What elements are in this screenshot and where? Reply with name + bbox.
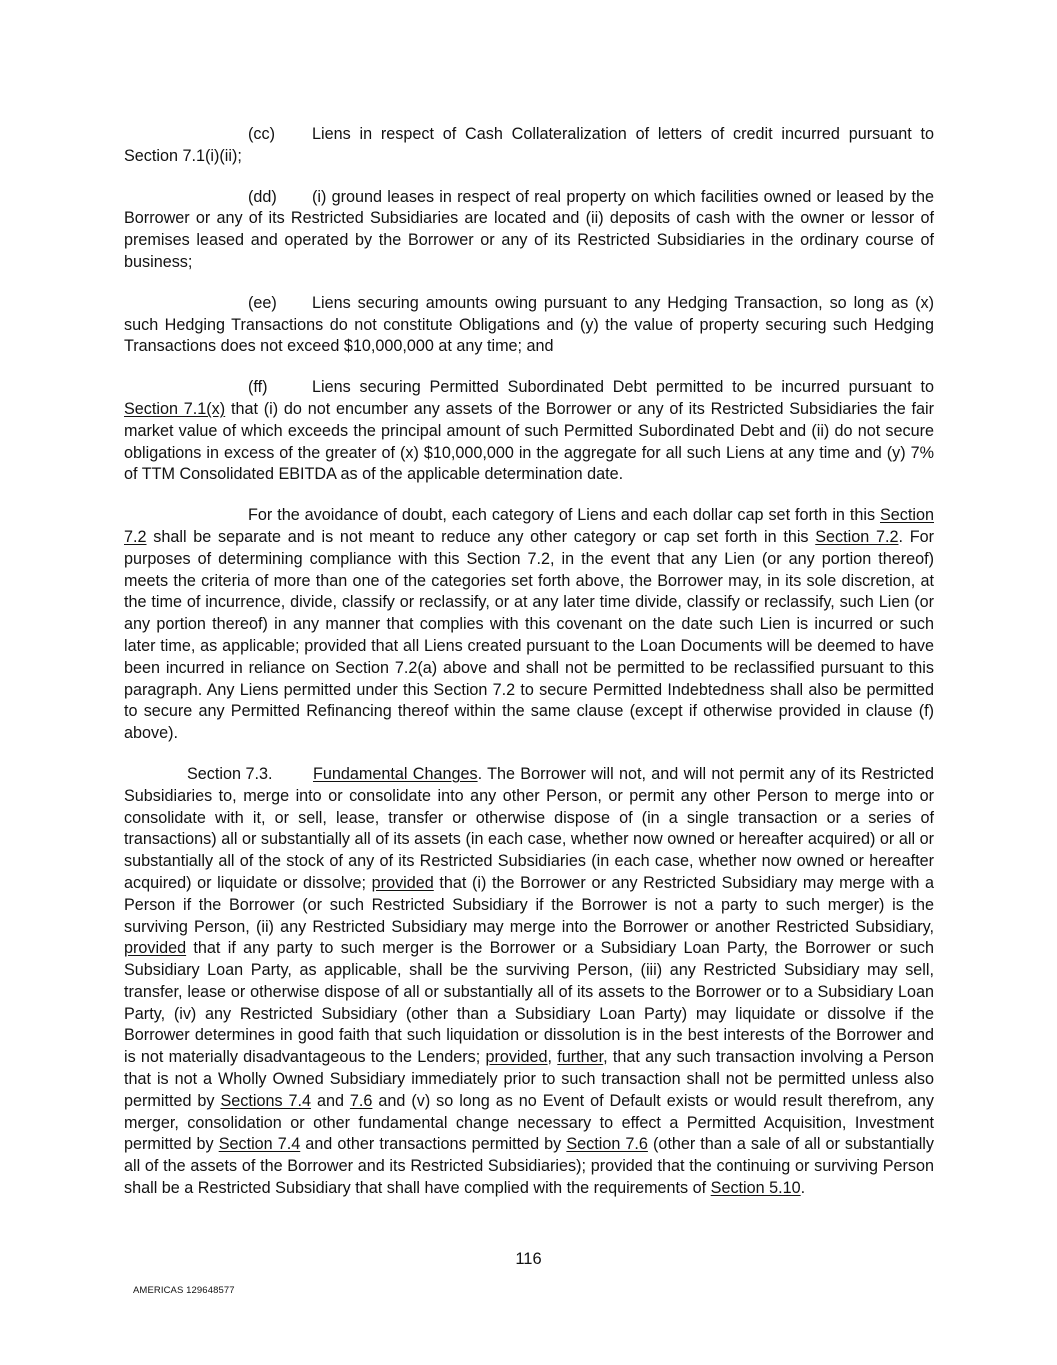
section-text: that if any party to such merger is the Borrower or a Subsidiary Loan Party, the Borrower or such Subsidiary Loan Party, as applicable, shall be the surviving Person, (iii) any Restricted Subsidiary may sell, transfer, lease or otherwise dispose of all or substantially all of its assets to the Borrower or to a Subsidiary Loan Party, (iv) any Restricted Subsidiary (other than a Subsidiary Loan Party) may liquidate or dissolve if the Borrower determines in good faith that such liquidation or dissolution is in the best interests of the Borrower and is not materially disadvantageous to the Lenders; <box>124 939 934 1067</box>
clause-ff <box>124 377 934 486</box>
section-text: that (i) the Borrower or any Restricted Subsidiary may merge with a Person if the Borrower (or such Restricted Subsidiary if the Borrower is not a party to such merger) is the surviving Person, (ii) any Restricted Subsidiary may merge into the Borrower or another Restricted Subsidiary, <box>124 873 934 936</box>
clause-label: (cc) <box>248 125 275 143</box>
section-text: and (v) so long as no Event of Default exists or would result therefrom, any merger, consolidation or other fundamental change necessary to effect a Permitted Acquisition, Investment permitted by <box>124 1091 934 1154</box>
section-text: , that any such transaction involving a Person that is not a Wholly Owned Subsidiary immediately prior to such transaction shall not be permitted unless also permitted by <box>124 1048 935 1110</box>
section-text: . <box>800 1179 806 1198</box>
section-reference: Section 7.2 <box>815 527 899 546</box>
section-text: and <box>311 1091 350 1110</box>
clause-label: (ff) <box>248 378 268 397</box>
page-number: 116 <box>515 1250 542 1268</box>
proviso-term: provided <box>124 939 187 958</box>
section-reference: Section 7.4 <box>218 1135 301 1154</box>
clause-text: Liens securing Permitted Subordinated Debt permitted to be incurred pursuant to <box>312 378 934 397</box>
clause-text: Liens securing amounts owing pursuant to any Hedging Transaction, so long as (x) such Hedging Transactions do not constitute Obligations and (y) the value of property securing such Hedging Transactions does not exceed $10,000,000 at any time; and <box>124 293 934 356</box>
clause-text: (i) ground leases in respect of real property on which facilities owned or leased by the Borrower or any of its Restricted Subsidiaries are located and (ii) deposits of cash with the owner or lessor of premises leased and operated by the Borrower or any of its Restricted Subsidiaries in the ordinary course of business; <box>124 187 934 271</box>
proviso-term: further <box>557 1048 604 1067</box>
section-reference: Section 7.2 <box>124 506 934 546</box>
avoidance-paragraph <box>124 505 934 745</box>
section-reference: Section 5.10 <box>710 1179 801 1198</box>
section-text: . The Borrower will not, and will not permit any of its Restricted Subsidiaries to, merge into or consolidate into any other Person, or permit any other Person to merge into or consolidate with it, or sell, lease, transfer or otherwise dispose of (in a single transaction or a series of transactions) all or substantially all of its assets (in each case, whether now owned or hereafter acquired) or all or substantially all of the stock of any of its Restricted Subsidiaries (in each case, whether now owned or hereafter acquired) or liquidate or dissolve; <box>124 764 934 892</box>
document-body <box>124 124 934 1219</box>
section-label: Section 7.3. <box>187 764 273 783</box>
section-text: , <box>547 1048 558 1067</box>
section-title: Fundamental Changes <box>313 764 478 783</box>
clause-label: (ee) <box>248 293 277 312</box>
proviso-term: provided <box>371 873 434 892</box>
document-id: AMERICAS 129648577 <box>133 1285 235 1296</box>
section-text: and other transactions permitted by <box>300 1135 567 1154</box>
section-reference: 7.6 <box>349 1091 373 1110</box>
clause-dd <box>124 187 934 274</box>
paragraph-text: . For purposes of determining compliance with this Section 7.2, in the event that any Lien (or any portion thereof) meets the criteria of more than one of the categories set forth above, the Borrower may, in its sole discretion, at the time of incurrence, divide, classify or reclassify, or at any later time divide, classify or reclassify, such Lien (or any portion thereof) in any manner that complies with this covenant on the date such Lien is incurred or such later time, as applicable; provided that all Liens created pursuant to the Loan Documents will be deemed to have been incurred in reliance on Section 7.2(a) above and shall not be permitted to be reclassified pursuant to this paragraph. Any Liens permitted under this Section 7.2 to secure Permitted Indebtedness shall also be permitted to secure any Permitted Refinancing thereof within the same clause (except if otherwise provided in clause (f) above). <box>124 527 934 743</box>
section-reference: Section 7.6 <box>566 1135 648 1154</box>
proviso-term: provided <box>485 1048 548 1067</box>
paragraph-text: For the avoidance of doubt, each category of Liens and each dollar cap set forth in this <box>248 506 880 525</box>
section-text: (other than a sale of all or substantially all of the assets of the Borrower and its Restricted Subsidiaries); provided that the continuing or surviving Person shall be a Restricted Subsidiary that shall have complied with the requirements of <box>124 1135 935 1198</box>
section-7-3 <box>124 764 934 1200</box>
clause-ee <box>124 293 934 358</box>
clause-text: Liens in respect of Cash Collateralization of letters of credit incurred pursuant to Section 7.1(i)(ii); <box>124 125 934 165</box>
clause-label: (dd) <box>248 187 277 206</box>
paragraph-text: shall be separate and is not meant to reduce any other category or cap set forth in this <box>146 527 816 546</box>
section-reference: Section 7.1(x) <box>124 399 226 418</box>
clause-text: that (i) do not encumber any assets of the Borrower or any of its Restricted Subsidiaries the fair market value of which exceeds the principal amount of such Permitted Subordinated Debt and (ii) do not secure obligations in excess of the greater of (x) $10,000,000 in the aggregate for all such Liens at any time and (y) 7% of TTM Consolidated EBITDA as of the applicable determination date. <box>124 399 935 484</box>
section-reference: Sections 7.4 <box>220 1091 312 1110</box>
clause-cc <box>124 124 934 168</box>
